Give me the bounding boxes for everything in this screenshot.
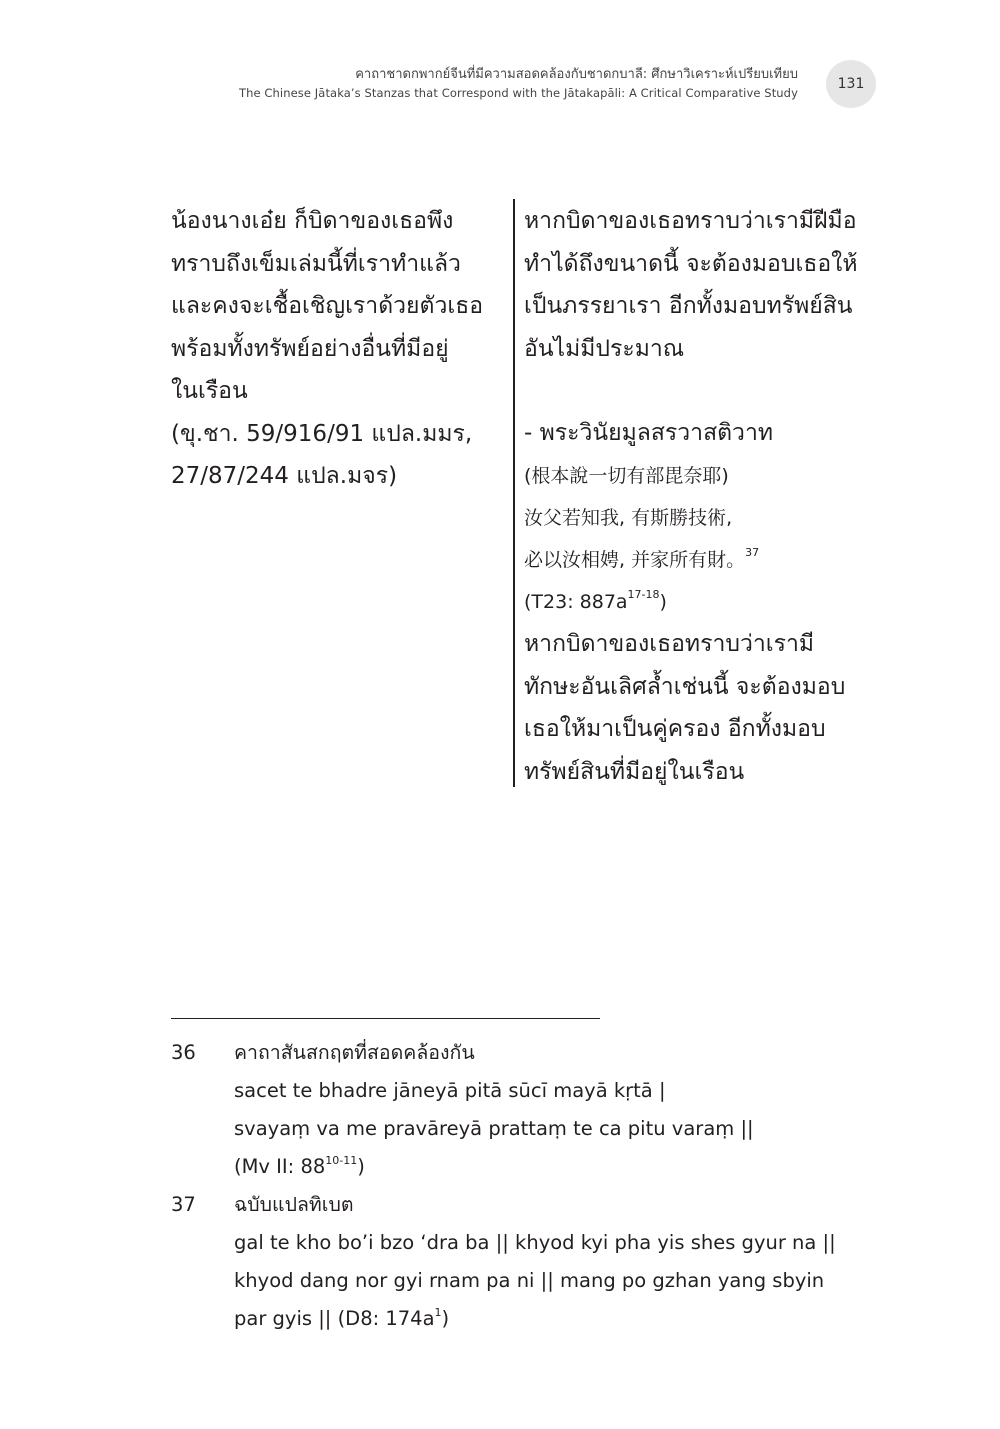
column-divider: [513, 199, 515, 787]
footnote-line: khyod dang nor gyi rnam pa ni || mang po gzhan yang sbyin: [234, 1269, 825, 1292]
footnote-title: คาถาสันสกฤตที่สอดคล้องกัน: [234, 1041, 475, 1064]
citation-text: par gyis || (D8: 174a: [234, 1307, 435, 1330]
footnote-reference: 37: [745, 546, 760, 560]
left-column: [171, 200, 501, 498]
right-line: อันไม่มีประมาณ: [524, 335, 685, 362]
left-line: พร้อมทั้งทรัพย์อย่างอื่นที่มีอยู่: [171, 335, 449, 362]
footnote-citation: [234, 1300, 874, 1338]
right-line: ทำได้ถึงขนาดนี้ จะต้องมอบเธอให้: [524, 250, 858, 277]
citation-text: (Mv II: 88: [234, 1155, 326, 1178]
right-line: เป็นภรรยาเรา อีกทั้งมอบทรัพย์สิน: [524, 293, 853, 319]
footnote-number: 37: [171, 1193, 196, 1216]
left-line: ทราบถึงเข็มเล่มนี้ที่เราทำแล้ว: [171, 250, 461, 277]
left-citation-line: 27/87/244 แปล.มจร): [171, 463, 398, 489]
page-number: 131: [837, 76, 865, 92]
left-citation-line: (ขุ.ชา. 59/916/91 แปล.มมร,: [171, 420, 473, 447]
running-header: [239, 66, 798, 102]
left-line: ในเรือน: [171, 378, 248, 404]
footnote-line: gal te kho bo’i bzo ‘dra ba || khyod kyi pha yis shes gyur na ||: [234, 1231, 836, 1254]
right-line: เธอให้มาเป็นคู่ครอง อีกทั้งมอบ: [524, 716, 826, 742]
right-line: หากบิดาของเธอทราบว่าเรามี: [524, 631, 815, 657]
citation-text: (T23: 887a: [524, 590, 628, 613]
right-line: ทรัพย์สินที่มีอยู่ในเรือน: [524, 758, 745, 785]
source-label: - พระวินัยมูลสรวาสติวาท: [524, 420, 774, 446]
right-line: ทักษะอันเลิศล้ำเช่นนี้ จะต้องมอบ: [524, 673, 846, 700]
left-line: น้องนางเอ๋ย ก็บิดาของเธอพึง: [171, 208, 454, 234]
paragraph-gap: [524, 370, 869, 412]
citation-lines: 1: [434, 1305, 442, 1319]
chinese-verse-line: 汝父若知我, 有斯勝技術,: [524, 506, 733, 529]
footnote-number: 36: [171, 1041, 196, 1064]
footnote-line: sacet te bhadre jāneyā pitā sūcī mayā kṛtā |: [234, 1079, 666, 1102]
footnote-separator: [171, 1018, 600, 1019]
citation-close: ): [441, 1307, 450, 1330]
chinese-source-title: (根本說一切有部毘奈耶): [524, 464, 729, 487]
header-title-english: The Chinese Jātaka’s Stanzas that Correspond with the Jātakapāli: A Critical Comparative Study: [238, 85, 798, 100]
footnote-citation: [234, 1148, 874, 1186]
footnote-title: ฉบับแปลทิเบต: [234, 1193, 354, 1216]
citation-lines: 17-18: [627, 588, 660, 602]
header-title-thai: คาถาชาดกพากย์จีนที่มีความสอดคล้องกับชาดกบาลี: ศึกษาวิเคราะห์เปรียบเทียบ: [355, 67, 798, 82]
citation-close: ): [659, 590, 667, 613]
left-line: และคงจะเชื้อเชิญเราด้วยตัวเธอ: [171, 293, 484, 319]
citation-close: ): [357, 1155, 365, 1178]
taisho-citation: [524, 581, 869, 624]
right-column: [524, 200, 869, 793]
page-number-badge: [826, 60, 876, 108]
footnote-body: [234, 1034, 874, 1186]
footnote-line: svayaṃ va me pravāreyā prattaṃ te ca pitu varaṃ ||: [234, 1117, 754, 1140]
footnote-body: [234, 1186, 874, 1338]
right-line: หากบิดาของเธอทราบว่าเรามีฝีมือ: [524, 208, 857, 234]
citation-lines: 10-11: [325, 1153, 358, 1167]
chinese-verse-line: [524, 539, 869, 581]
chinese-verse-text: 必以汝相娉, 并家所有財。: [524, 548, 746, 571]
